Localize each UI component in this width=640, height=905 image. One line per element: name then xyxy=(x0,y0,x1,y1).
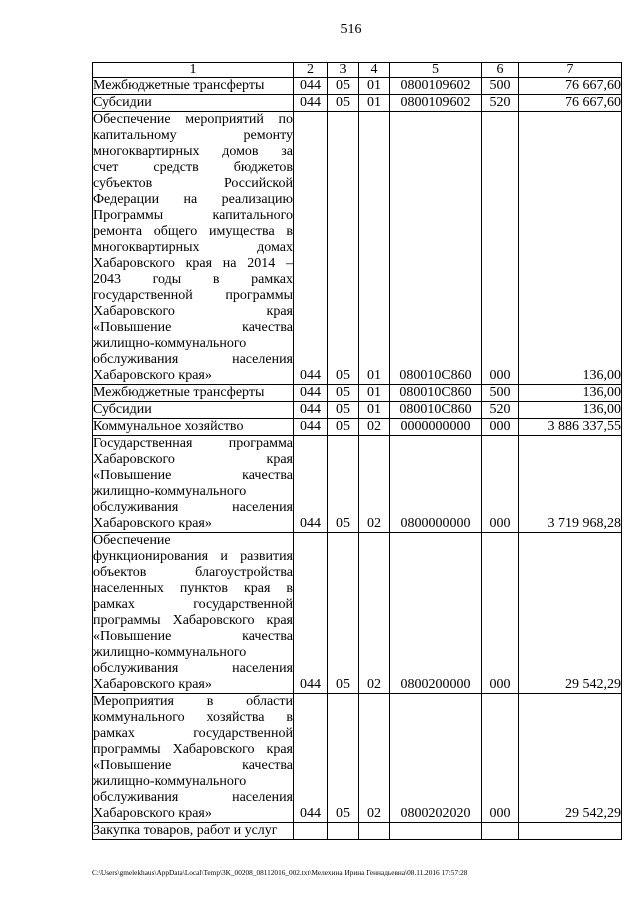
cell-expense-type: 000 xyxy=(482,419,519,436)
cell-name-line: Мероприятия в области xyxy=(93,694,293,709)
cell-section: 05 xyxy=(328,78,359,95)
cell-subsection: 01 xyxy=(359,95,390,112)
cell-expense-type: 520 xyxy=(482,402,519,419)
cell-subsection: 02 xyxy=(359,694,390,823)
cell-expense-type xyxy=(482,823,519,840)
cell-name xyxy=(93,533,294,694)
cell-name-line: жилищно-коммунального xyxy=(93,645,247,660)
cell-target-code: 0800200000 xyxy=(390,533,482,694)
cell-admin-code: 044 xyxy=(294,385,328,402)
cell-section: 05 xyxy=(328,402,359,419)
cell-name-line: «Повышение качества xyxy=(93,629,293,644)
page-number: 516 xyxy=(340,22,362,37)
cell-subsection: 01 xyxy=(359,78,390,95)
cell-target-code: 080010C860 xyxy=(390,402,482,419)
cell-name-line: Коммунальное хозяйство xyxy=(93,419,244,434)
cell-target-code: 0800000000 xyxy=(390,436,482,533)
table-row xyxy=(93,436,622,533)
cell-target-code: 0800109602 xyxy=(390,78,482,95)
cell-name xyxy=(93,419,294,436)
cell-expense-type: 000 xyxy=(482,694,519,823)
cell-amount: 29 542,29 xyxy=(519,694,622,823)
cell-name-line: Обеспечение xyxy=(93,533,171,548)
cell-name-line: Межбюджетные трансферты xyxy=(93,78,265,93)
cell-section: 05 xyxy=(328,95,359,112)
cell-name-line: «Повышение качества xyxy=(93,468,293,483)
cell-name-line: Закупка товаров, работ и услуг xyxy=(93,823,278,838)
budget-table xyxy=(92,62,622,840)
table-row xyxy=(93,402,622,419)
table-row xyxy=(93,694,622,823)
cell-subsection: 02 xyxy=(359,419,390,436)
cell-name xyxy=(93,95,294,112)
cell-name-line: «Повышение качества xyxy=(93,320,293,335)
cell-name xyxy=(93,694,294,823)
cell-expense-type: 000 xyxy=(482,112,519,385)
cell-subsection: 01 xyxy=(359,385,390,402)
cell-name-line: жилищно-коммунального xyxy=(93,774,247,789)
cell-section: 05 xyxy=(328,419,359,436)
cell-amount: 136,00 xyxy=(519,385,622,402)
cell-name xyxy=(93,402,294,419)
cell-name-line: обслуживания населения xyxy=(93,790,293,805)
cell-admin-code: 044 xyxy=(294,533,328,694)
table-row xyxy=(93,95,622,112)
cell-name-line: жилищно-коммунального xyxy=(93,484,247,499)
cell-name-line: населенных пунктов края в xyxy=(93,581,293,596)
cell-subsection: 01 xyxy=(359,402,390,419)
cell-amount: 3 886 337,55 xyxy=(519,419,622,436)
file-path-footer: C:\Users\gmelekhaus\AppData\Local\Temp\3K_00208_08112016_002.txt\Мелехина Ирина Геннадьевна\08.11.2016 17:57:28 xyxy=(92,868,468,877)
cell-name-line: Программы капитального xyxy=(93,208,293,223)
cell-amount: 29 542,29 xyxy=(519,533,622,694)
cell-name-line: программы Хабаровского края xyxy=(93,742,293,757)
cell-name xyxy=(93,78,294,95)
cell-expense-type: 000 xyxy=(482,436,519,533)
cell-name xyxy=(93,385,294,402)
cell-amount: 76 667,60 xyxy=(519,78,622,95)
cell-section: 05 xyxy=(328,112,359,385)
cell-name-line: 2043 годы в рамках xyxy=(93,272,293,287)
table-row xyxy=(93,823,622,840)
cell-name-line: Хабаровского края xyxy=(93,452,293,467)
cell-admin-code: 044 xyxy=(294,112,328,385)
column-number-1: 1 xyxy=(93,63,294,78)
table-row xyxy=(93,419,622,436)
cell-admin-code: 044 xyxy=(294,436,328,533)
cell-name xyxy=(93,112,294,385)
cell-name-line: программы Хабаровского края xyxy=(93,613,293,628)
cell-name-line: ремонта общего имущества в xyxy=(93,224,293,239)
cell-name-line: объектов благоустройства xyxy=(93,565,293,580)
cell-name-line: жилищно-коммунального xyxy=(93,336,247,351)
cell-name xyxy=(93,436,294,533)
cell-name-line: Хабаровского края» xyxy=(93,677,212,692)
cell-subsection xyxy=(359,823,390,840)
cell-name-line: обслуживания населения xyxy=(93,352,293,367)
column-number-7: 7 xyxy=(519,63,622,78)
table-row xyxy=(93,385,622,402)
cell-subsection: 02 xyxy=(359,533,390,694)
cell-admin-code xyxy=(294,823,328,840)
cell-expense-type: 520 xyxy=(482,95,519,112)
cell-target-code xyxy=(390,823,482,840)
cell-section: 05 xyxy=(328,436,359,533)
column-number-6: 6 xyxy=(482,63,519,78)
cell-name-line: Хабаровского края на 2014 – xyxy=(93,256,293,271)
cell-admin-code: 044 xyxy=(294,78,328,95)
column-number-3: 3 xyxy=(328,63,359,78)
cell-admin-code: 044 xyxy=(294,419,328,436)
cell-name-line: Федерации на реализацию xyxy=(93,192,293,207)
cell-target-code: 0800202020 xyxy=(390,694,482,823)
cell-name-line: Хабаровского края» xyxy=(93,806,212,821)
cell-name-line: Обеспечение мероприятий по xyxy=(93,112,293,127)
cell-admin-code: 044 xyxy=(294,694,328,823)
cell-name-line: субъектов Российской xyxy=(93,176,293,191)
cell-target-code: 080010C860 xyxy=(390,112,482,385)
cell-name-line: многоквартирных домах xyxy=(93,240,293,255)
cell-target-code: 080010C860 xyxy=(390,385,482,402)
cell-target-code: 0000000000 xyxy=(390,419,482,436)
cell-target-code: 0800109602 xyxy=(390,95,482,112)
table-row xyxy=(93,112,622,385)
cell-expense-type: 500 xyxy=(482,385,519,402)
cell-amount: 76 667,60 xyxy=(519,95,622,112)
cell-section: 05 xyxy=(328,385,359,402)
cell-name-line: капитальному ремонту xyxy=(93,128,293,143)
column-number-5: 5 xyxy=(390,63,482,78)
cell-amount: 136,00 xyxy=(519,112,622,385)
cell-name-line: коммунального хозяйства в xyxy=(93,710,293,725)
cell-amount: 3 719 968,28 xyxy=(519,436,622,533)
cell-name-line: государственной программы xyxy=(93,288,293,303)
cell-name-line: Межбюджетные трансферты xyxy=(93,385,265,400)
cell-subsection: 02 xyxy=(359,436,390,533)
cell-name-line: обслуживания населения xyxy=(93,661,293,676)
cell-name-line: «Повышение качества xyxy=(93,758,293,773)
cell-section: 05 xyxy=(328,533,359,694)
cell-amount: 136,00 xyxy=(519,402,622,419)
table-row xyxy=(93,533,622,694)
cell-expense-type: 500 xyxy=(482,78,519,95)
cell-name-line: счет средств бюджетов xyxy=(93,160,293,175)
column-number-2: 2 xyxy=(294,63,328,78)
cell-name-line: Хабаровского края xyxy=(93,304,293,319)
cell-name-line: Субсидии xyxy=(93,402,152,417)
cell-expense-type: 000 xyxy=(482,533,519,694)
cell-name-line: Государственная программа xyxy=(93,436,293,451)
cell-name-line: Хабаровского края» xyxy=(93,516,212,531)
table-header-row xyxy=(93,63,622,78)
cell-name-line: функционирования и развития xyxy=(93,549,293,564)
cell-subsection: 01 xyxy=(359,112,390,385)
cell-name-line: Хабаровского края» xyxy=(93,368,212,383)
cell-name xyxy=(93,823,294,840)
cell-name-line: многоквартирных домов за xyxy=(93,144,293,159)
cell-name-line: обслуживания населения xyxy=(93,500,293,515)
table-body xyxy=(93,78,622,840)
cell-name-line: рамках государственной xyxy=(93,597,293,612)
cell-name-line: Субсидии xyxy=(93,95,152,110)
cell-amount xyxy=(519,823,622,840)
table-row xyxy=(93,78,622,95)
cell-admin-code: 044 xyxy=(294,95,328,112)
cell-name-line: рамках государственной xyxy=(93,726,293,741)
cell-admin-code: 044 xyxy=(294,402,328,419)
cell-section: 05 xyxy=(328,694,359,823)
cell-section xyxy=(328,823,359,840)
column-number-4: 4 xyxy=(359,63,390,78)
